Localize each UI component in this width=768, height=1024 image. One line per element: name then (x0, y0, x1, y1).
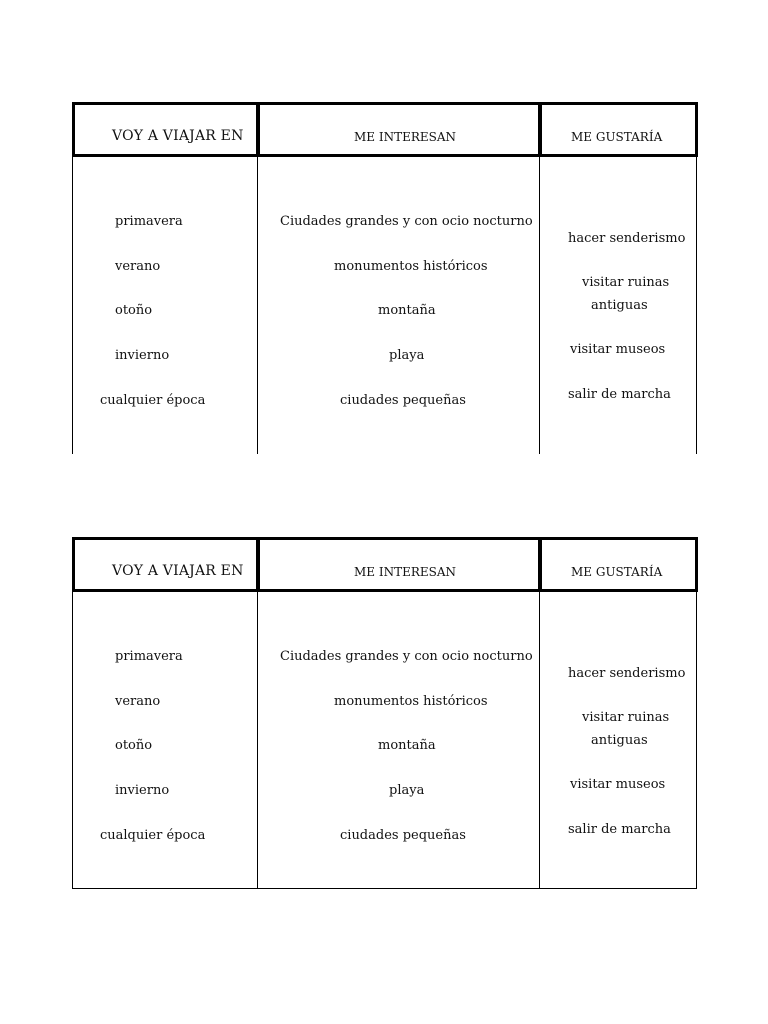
column-border (257, 157, 258, 454)
header-divider (256, 537, 260, 592)
season-item: otoño (115, 738, 153, 753)
season-item: primavera (115, 649, 183, 664)
interest-item: monumentos históricos (334, 694, 488, 709)
activity-item: visitar museos (570, 342, 666, 357)
header-me-gustaria: ME GUSTARÍA (571, 130, 663, 144)
interest-item: monumentos históricos (334, 259, 488, 274)
header-me-interesan: ME INTERESAN (354, 565, 457, 579)
interest-item: ciudades pequeñas (340, 828, 466, 843)
season-item: verano (115, 694, 161, 709)
season-item: primavera (115, 214, 183, 229)
activity-item: visitar museos (570, 777, 666, 792)
activity-item: hacer senderismo (568, 666, 686, 681)
column-border (539, 157, 540, 454)
table-bottom-border (72, 888, 697, 889)
column-border (696, 157, 697, 454)
header-divider (256, 102, 260, 157)
header-divider (538, 102, 542, 157)
activity-item: visitar ruinas (582, 710, 670, 725)
travel-table-2 (72, 537, 698, 889)
interest-item: Ciudades grandes y con ocio nocturno (280, 649, 533, 664)
header-divider (538, 537, 542, 592)
activity-item: salir de marcha (568, 822, 671, 837)
column-border (539, 592, 540, 889)
interest-item: montaña (378, 738, 436, 753)
header-me-interesan: ME INTERESAN (354, 130, 457, 144)
activity-item: antiguas (591, 733, 648, 748)
interest-item: playa (389, 783, 425, 798)
season-item: invierno (115, 348, 170, 363)
season-item: otoño (115, 303, 153, 318)
column-border (696, 592, 697, 889)
interest-item: ciudades pequeñas (340, 393, 466, 408)
season-item: verano (115, 259, 161, 274)
season-item: invierno (115, 783, 170, 798)
season-item: cualquier época (100, 393, 206, 408)
interest-item: Ciudades grandes y con ocio nocturno (280, 214, 533, 229)
activity-item: hacer senderismo (568, 231, 686, 246)
header-me-gustaria: ME GUSTARÍA (571, 565, 663, 579)
activity-item: visitar ruinas (582, 275, 670, 290)
header-voy-a-viajar-en: VOY A VIAJAR EN (112, 128, 244, 144)
header-voy-a-viajar-en: VOY A VIAJAR EN (112, 563, 244, 579)
season-item: cualquier época (100, 828, 206, 843)
interest-item: playa (389, 348, 425, 363)
activity-item: antiguas (591, 298, 648, 313)
column-border (257, 592, 258, 889)
travel-table-1 (72, 102, 698, 454)
interest-item: montaña (378, 303, 436, 318)
column-border (72, 157, 73, 454)
activity-item: salir de marcha (568, 387, 671, 402)
column-border (72, 592, 73, 889)
